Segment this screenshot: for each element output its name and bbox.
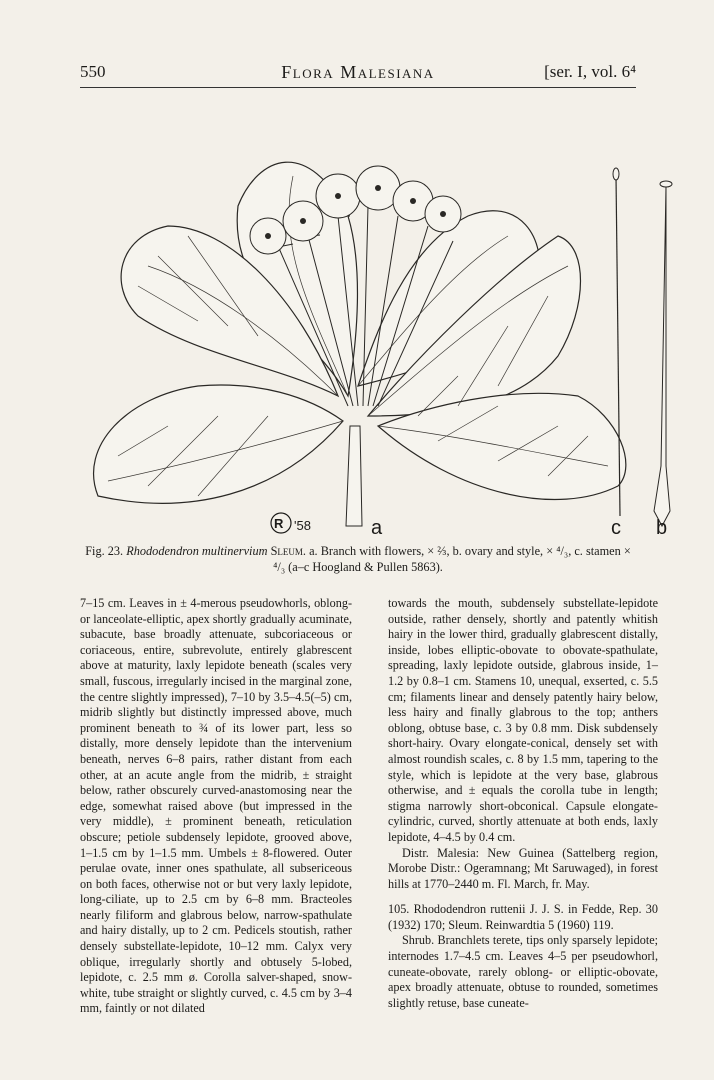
leaf-lower-left <box>94 385 343 503</box>
journal-title: Flora Malesiana <box>281 62 435 82</box>
caption-species: Rhododendron multinervium <box>126 544 268 558</box>
rhododendron-drawing <box>78 96 668 539</box>
series-volume: [ser. I, vol. 6⁴ <box>544 62 636 81</box>
label-c: c <box>611 517 621 539</box>
figure-caption <box>80 543 636 575</box>
label-a: a <box>371 517 383 539</box>
stem <box>346 426 362 526</box>
distribution: Distr. Malesia: New Guinea (Sattelberg region, Morobe Distr.: Ogeramnang; Mt Saruwaged), in forest hills at 1770–2440 m. Fl. March, fr. May. <box>388 845 658 891</box>
caption-fig-number: Fig. 23. <box>85 544 124 558</box>
right-column <box>388 596 658 1011</box>
ovary-style-b <box>654 186 670 526</box>
description-continued: towards the mouth, subdensely substellate-lepidote outside, rather densely, shortly and patently whitish hairy in the lower third, gradually glabrescent distally, inside, lobes elliptic-obovate to obovate-spathulate, spreading, laxly lepidote outside, glabrous inside, 1–1.2 by 0.8–1 cm. Stamens 10, unequal, exserted, c. 5.5 cm; filaments linear and densely patently hairy below, less hairy and finally glabrous to the top; anthers oblong, obtuse base, c. 3 by 0.8 mm. Disk subdensely short-hairy. Ovary elongate-conical, densely set with almost roundish scales, c. 8 by 1.5 mm, tapering to the style, which is lepidote at the very base, glabrous otherwise, and ± equals the corolla tube in length; stigma narrowly short-obconical. Capsule elongate-cylindric, curved, shortly attenuate at both ends, laxly lepidote, 4–4.5 by 0.4 cm. <box>388 596 658 844</box>
label-b: b <box>656 517 668 539</box>
left-column <box>80 596 352 1017</box>
svg-text:R: R <box>274 516 284 531</box>
botanical-illustration <box>78 96 668 539</box>
page-header <box>80 62 636 86</box>
species-105-heading: 105. Rhododendron ruttenii J. J. S. in Fedde, Rep. 30 (1932) 170; Sleum. Reinwardtia 5 (1960) 119. <box>388 902 658 932</box>
species-105-description: Shrub. Branchlets terete, tips only sparsely lepidote; internodes 1.7–4.5 cm. Leaves 4–5 per pseudowhorl, cuneate-obovate, rarely oblong- or elliptic-obovate, apex broadly attenuate, obtuse to rounded, sometimes slightly retuse, base cuneate- <box>388 933 658 1010</box>
header-rule <box>80 87 636 88</box>
caption-author: Sleum. <box>270 544 307 558</box>
caption-text: a. Branch with flowers, × ⅔, b. ovary and style, × ⁴/₃, c. stamen × ⁴/₃ (a–c Hoogland & Pullen 5863). <box>273 544 631 574</box>
left-column-text: 7–15 cm. Leaves in ± 4-merous pseudowhorls, oblong- or lanceolate-elliptic, apex shortly gradually acuminate, subacute, base broadly attenuate, subcoriaceous or coriaceous, entire, subrevolute, entirely glabrescent above at maturity, laxly lepidote beneath (scales very small, fuscous, irregularly incised in the marginal zone, the centre slightly impressed), 7–10 by 3.5–4.5(–5) cm, midrib slightly but distinctly impressed above, much prominent beneath to ¾ of its lower part, less so distally, more densely lepidote than the intervenium beneath, nerves 6–8 pairs, rather distant from each other, at an acute angle from the midrib, ± straight below, rather obscurely curved-anastomosing near the edge, somewhat raised above (but impressed in the very middle), ± prominent beneath, reticulation obscure; petiole subdensely lepidote, grooved above, 1–1.5 cm by 1–1.5 mm. Umbels ± 8-flowered. Outer perulae ovate, inner ones spathulate, all subsericeous on both faces, otherwise not or but very laxly lepidote, long-ciliate, up to 2.5 cm by 6–8 mm. Bracteoles nearly filiform and glabrous below, narrow-spathulate and hairy distally, up to 2 cm. Pedicels stoutish, rather densely substellate-lepidote, 10–12 mm. Calyx very oblique, irregularly shortly and obtusely 5-lobed, lepidote, c. 2.5 mm ø. Corolla salver-shaped, snow-white, tube straight or slightly curved, c. 4.5 cm by 3–4 mm, faintly or not dilated <box>80 596 352 1016</box>
signature-year: '58 <box>294 518 311 533</box>
page-number: 550 <box>80 62 106 81</box>
